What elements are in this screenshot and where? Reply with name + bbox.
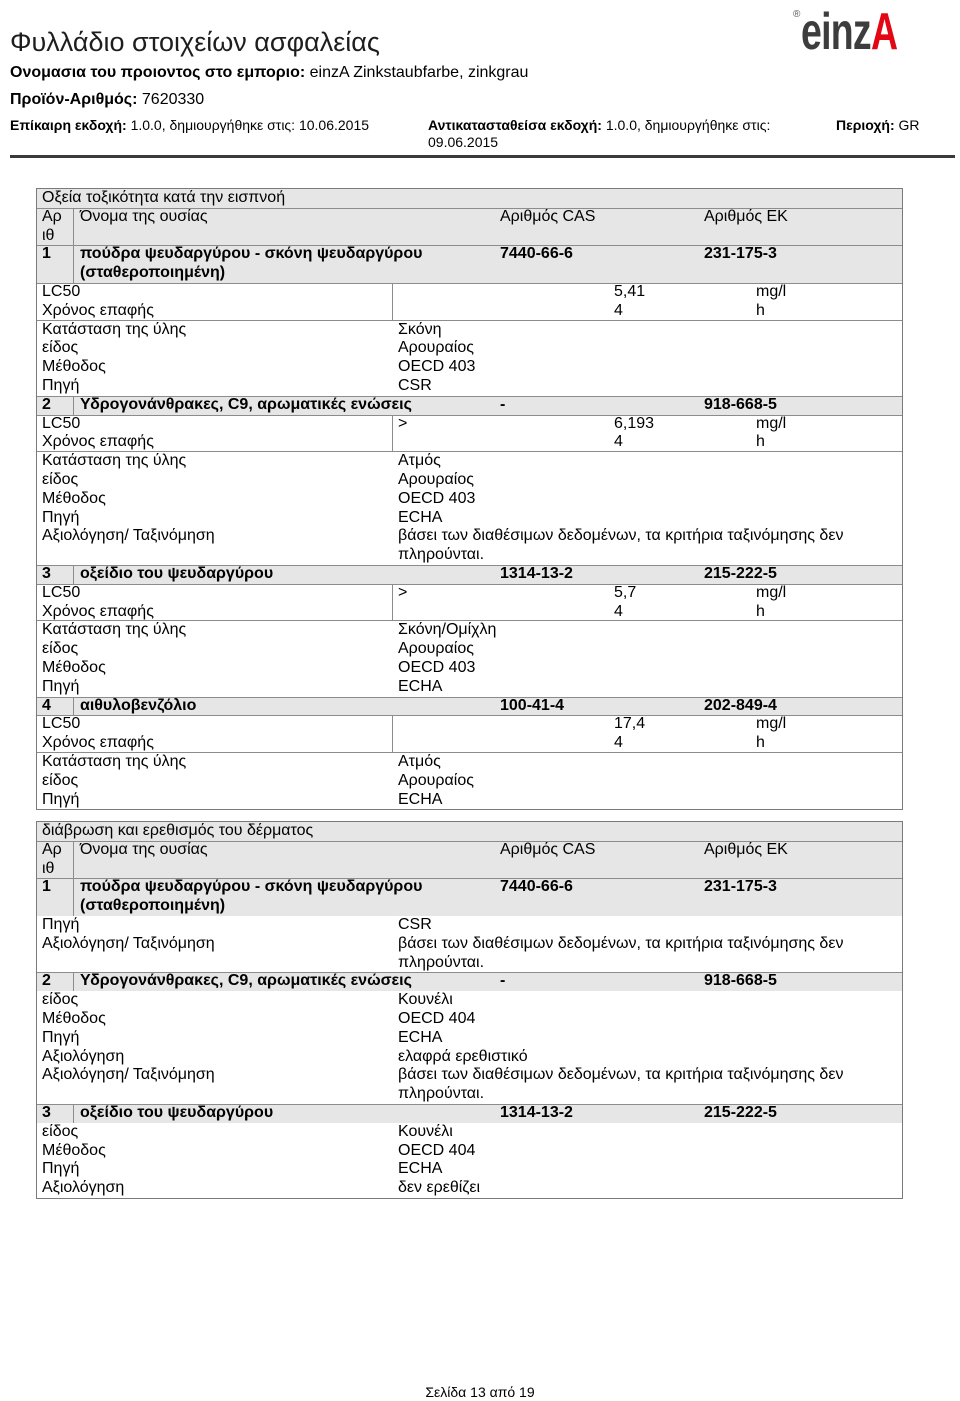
- replaced-version-line: [428, 117, 823, 151]
- substance-name: οξείδιο του ψευδαργύρου: [80, 564, 274, 582]
- lc50-row: [37, 415, 902, 453]
- logo-accent-letter: A: [870, 3, 898, 61]
- property-row: [37, 509, 902, 528]
- property-value: ECHA: [398, 790, 443, 808]
- substance-ec-number: 918-668-5: [704, 395, 777, 413]
- substance-ec-number: 231-175-3: [704, 245, 777, 263]
- lc50-value: 5,7: [614, 583, 637, 601]
- substance-row: [37, 396, 902, 415]
- document-title: Φυλλάδιο στοιχείων ασφαλείας: [10, 27, 380, 57]
- property-value: Κουνέλι: [398, 1122, 453, 1140]
- property-label: Πηγή: [42, 1028, 80, 1046]
- lc50-unit: mg/l: [756, 715, 787, 733]
- exposure-time-unit: h: [756, 301, 765, 319]
- substance-name: Υδρογονάνθρακες, C9, αρωματικές ενώσεις: [80, 972, 412, 990]
- property-row: [37, 916, 902, 935]
- substance-cas-number: -: [500, 972, 506, 990]
- lc50-label-cell: [37, 283, 393, 321]
- lc50-unit: mg/l: [756, 282, 787, 300]
- substance-name: πούδρα ψευδαργύρου - σκόνη ψευδαργύρου (σταθεροποιημένη): [80, 878, 423, 915]
- column-header-cas: Αριθμός CAS: [500, 207, 596, 225]
- substance-cas-number: -: [500, 395, 506, 413]
- lc50-value-cell: [614, 715, 756, 753]
- substance-row: [37, 697, 902, 716]
- property-label: Πηγή: [42, 677, 80, 695]
- lc50-label: LC50: [42, 715, 81, 733]
- property-label: Πηγή: [42, 508, 80, 526]
- lc50-unit: mg/l: [756, 414, 787, 432]
- property-row: [37, 1048, 902, 1067]
- property-value: Αρουραίος: [398, 771, 474, 789]
- column-header-number: Αριθ: [37, 208, 74, 246]
- property-value: OECD 404: [398, 1009, 476, 1027]
- substance-ec-number: 215-222-5: [704, 1103, 777, 1121]
- lc50-label: LC50: [42, 583, 81, 601]
- substance-ec-number: 918-668-5: [704, 972, 777, 990]
- lc50-unit-cell: [756, 715, 902, 753]
- lc50-operator-cell: [393, 715, 614, 753]
- property-label: Μέθοδος: [42, 489, 106, 507]
- lc50-label: LC50: [42, 414, 81, 432]
- exposure-time-label: Χρόνος επαφής: [42, 433, 154, 451]
- exposure-time-label: Χρόνος επαφής: [42, 301, 154, 319]
- property-row: [37, 791, 902, 810]
- property-row: [37, 678, 902, 697]
- logo-text: einz: [801, 3, 871, 61]
- trade-name-line: [10, 64, 528, 82]
- substance-cas-number: 1314-13-2: [500, 564, 573, 582]
- current-version-line: [10, 117, 369, 134]
- property-value: ελαφρά ερεθιστικό: [398, 1047, 528, 1065]
- property-label: Πηγή: [42, 915, 80, 933]
- substance-row: [37, 565, 902, 584]
- column-header-number: Αριθ: [37, 841, 74, 879]
- substance-row: [37, 972, 902, 991]
- substance-number: 4: [37, 697, 74, 716]
- property-row: [37, 621, 902, 640]
- property-label: Αξιολόγηση: [42, 1047, 125, 1065]
- property-value: βάσει των διαθέσιμων δεδομένων, τα κριτήρια ταξινόμησης δεν πληρούνται.: [398, 1066, 844, 1103]
- lc50-operator-cell: [393, 584, 614, 622]
- property-row: [37, 1010, 902, 1029]
- exposure-time-value: 4: [614, 602, 623, 620]
- property-label: είδος: [42, 640, 79, 658]
- property-label: είδος: [42, 1122, 79, 1140]
- property-value: ECHA: [398, 1028, 443, 1046]
- lc50-unit-cell: [756, 415, 902, 453]
- property-row: [37, 358, 902, 377]
- property-label: Πηγή: [42, 376, 80, 394]
- substance-ec-number: 231-175-3: [704, 878, 777, 896]
- property-row: [37, 377, 902, 396]
- property-label: Αξιολόγηση/ Ταξινόμηση: [42, 1066, 215, 1084]
- lc50-unit-cell: [756, 584, 902, 622]
- property-value: Αρουραίος: [398, 640, 474, 658]
- column-header-cas: Αριθμός CAS: [500, 840, 596, 858]
- header-divider: [10, 155, 955, 158]
- lc50-operator-cell: [393, 415, 614, 453]
- column-header-ec: Αριθμός ΕΚ: [704, 207, 788, 225]
- property-row: [37, 772, 902, 791]
- property-label: Κατάσταση της ύλης: [42, 621, 187, 639]
- property-row: [37, 452, 902, 471]
- property-row: [37, 1142, 902, 1161]
- property-row: [37, 1029, 902, 1048]
- property-row: [37, 1123, 902, 1142]
- lc50-value-cell: [614, 415, 756, 453]
- substance-cas-number: 1314-13-2: [500, 1103, 573, 1121]
- property-row: [37, 321, 902, 340]
- lc50-operator: >: [398, 414, 408, 432]
- exposure-time-value: 4: [614, 301, 623, 319]
- substance-number: 1: [37, 245, 74, 283]
- substance-name: αιθυλοβενζόλιο: [80, 696, 197, 714]
- property-row: [37, 490, 902, 509]
- exposure-time-unit: h: [756, 433, 765, 451]
- property-label: Αξιολόγηση: [42, 1179, 125, 1197]
- property-row: [37, 640, 902, 659]
- table-header-row: [37, 841, 902, 879]
- substance-cas-number: 100-41-4: [500, 696, 565, 714]
- lc50-label-cell: [37, 715, 393, 753]
- property-label: Μέθοδος: [42, 1009, 106, 1027]
- lc50-unit: mg/l: [756, 583, 787, 601]
- substance-name: Υδρογονάνθρακες, C9, αρωματικές ενώσεις: [80, 395, 412, 413]
- property-label: Αξιολόγηση/ Ταξινόμηση: [42, 934, 215, 952]
- property-row: [37, 1066, 902, 1104]
- substance-row: [37, 878, 902, 916]
- column-header-substance-name: Όνομα της ουσίας: [80, 840, 208, 858]
- property-row: [37, 471, 902, 490]
- lc50-value: 5,41: [614, 282, 646, 300]
- acute-inhalation-toxicity-table: [37, 189, 902, 809]
- property-label: είδος: [42, 470, 79, 488]
- property-value: δεν ερεθίζει: [398, 1179, 481, 1197]
- lc50-value: 17,4: [614, 715, 646, 733]
- exposure-time-unit: h: [756, 734, 765, 752]
- substance-number: 3: [37, 565, 74, 584]
- substance-cas-number: 7440-66-6: [500, 878, 573, 896]
- lc50-row: [37, 283, 902, 321]
- replaced-version-value: 1.0.0, δημιουργήθηκε στις: 09.06.2015: [428, 117, 771, 150]
- lc50-row: [37, 584, 902, 622]
- property-value: OECD 404: [398, 1141, 476, 1159]
- property-label: Μέθοδος: [42, 358, 106, 376]
- property-value: Κουνέλι: [398, 991, 453, 1009]
- lc50-label-cell: [37, 584, 393, 622]
- property-label: είδος: [42, 339, 79, 357]
- skin-corrosion-irritation-table: [37, 822, 902, 1198]
- property-label: Πηγή: [42, 790, 80, 808]
- exposure-time-unit: h: [756, 602, 765, 620]
- property-label: Αξιολόγηση/ Ταξινόμηση: [42, 527, 215, 545]
- product-number-label: Προϊόν-Αριθμός:: [10, 91, 138, 108]
- replaced-version-label: Αντικατασταθείσα εκδοχή:: [428, 117, 602, 133]
- property-value: Σκόνη: [398, 320, 442, 338]
- property-row: [37, 659, 902, 678]
- table-header-row: [37, 208, 902, 246]
- property-value: ECHA: [398, 677, 443, 695]
- exposure-time-value: 4: [614, 433, 623, 451]
- product-number-line: [10, 91, 204, 109]
- current-version-label: Επίκαιρη εκδοχή:: [10, 117, 127, 133]
- substance-number: 2: [37, 972, 74, 991]
- property-value: ECHA: [398, 1160, 443, 1178]
- substance-name: οξείδιο του ψευδαργύρου: [80, 1103, 274, 1121]
- property-row: [37, 339, 902, 358]
- property-label: Μέθοδος: [42, 658, 106, 676]
- lc50-label-cell: [37, 415, 393, 453]
- property-label: Πηγή: [42, 1160, 80, 1178]
- property-value: OECD 403: [398, 358, 476, 376]
- property-value: Σκόνη/Ομίχλη: [398, 621, 497, 639]
- substance-number: 2: [37, 396, 74, 415]
- property-label: Κατάσταση της ύλης: [42, 320, 187, 338]
- property-row: [37, 935, 902, 973]
- property-label: είδος: [42, 771, 79, 789]
- einza-logo: [801, 3, 898, 61]
- property-row: [37, 991, 902, 1010]
- property-value: Ατμός: [398, 452, 441, 470]
- property-label: Μέθοδος: [42, 1141, 106, 1159]
- property-value: OECD 403: [398, 658, 476, 676]
- substance-name: πούδρα ψευδαργύρου - σκόνη ψευδαργύρου (σταθεροποιημένη): [80, 245, 423, 282]
- lc50-operator: >: [398, 583, 408, 601]
- table-title: διάβρωση και ερεθισμός του δέρματος: [37, 822, 902, 841]
- lc50-value: 6,193: [614, 414, 655, 432]
- lc50-value-cell: [614, 283, 756, 321]
- property-value: CSR: [398, 915, 432, 933]
- substance-number: 1: [37, 878, 74, 916]
- exposure-time-value: 4: [614, 734, 623, 752]
- page-number: Σελίδα 13 από 19: [425, 1384, 535, 1400]
- property-label: Κατάσταση της ύλης: [42, 752, 187, 770]
- property-row: [37, 1179, 902, 1198]
- property-value: Ατμός: [398, 752, 441, 770]
- column-header-substance-name: Όνομα της ουσίας: [80, 207, 208, 225]
- property-row: [37, 527, 902, 565]
- substance-row: [37, 245, 902, 283]
- substance-cas-number: 7440-66-6: [500, 245, 573, 263]
- exposure-time-label: Χρόνος επαφής: [42, 734, 154, 752]
- lc50-label: LC50: [42, 282, 81, 300]
- property-value: βάσει των διαθέσιμων δεδομένων, τα κριτήρια ταξινόμησης δεν πληρούνται.: [398, 934, 844, 971]
- exposure-time-label: Χρόνος επαφής: [42, 602, 154, 620]
- lc50-row: [37, 715, 902, 753]
- property-label: είδος: [42, 991, 79, 1009]
- region-label: Περιοχή:: [836, 117, 895, 133]
- property-value: Αρουραίος: [398, 470, 474, 488]
- property-row: [37, 1160, 902, 1179]
- region-value: GR: [898, 117, 920, 133]
- product-number-value: 7620330: [141, 91, 205, 108]
- trade-name-label: Ονομασια του προιοντος στο εμποριο:: [10, 64, 306, 81]
- property-value: CSR: [398, 376, 432, 394]
- lc50-value-cell: [614, 584, 756, 622]
- current-version-value: 1.0.0, δημιουργήθηκε στις: 10.06.2015: [130, 117, 370, 133]
- property-value: OECD 403: [398, 489, 476, 507]
- logo-registered-mark: ®: [793, 9, 801, 20]
- substance-row: [37, 1104, 902, 1123]
- column-header-ec: Αριθμός ΕΚ: [704, 840, 788, 858]
- trade-name-value: einzA Zinkstaubfarbe, zinkgrau: [309, 64, 529, 81]
- region-line: [836, 117, 920, 134]
- substance-number: 3: [37, 1104, 74, 1123]
- property-value: βάσει των διαθέσιμων δεδομένων, τα κριτήρια ταξινόμησης δεν πληρούνται.: [398, 527, 844, 564]
- substance-ec-number: 202-849-4: [704, 696, 777, 714]
- property-label: Κατάσταση της ύλης: [42, 452, 187, 470]
- property-row: [37, 753, 902, 772]
- table-title: Οξεία τοξικότητα κατά την εισπνοή: [37, 189, 902, 208]
- lc50-operator-cell: [393, 283, 614, 321]
- lc50-unit-cell: [756, 283, 902, 321]
- property-value: Αρουραίος: [398, 339, 474, 357]
- substance-ec-number: 215-222-5: [704, 564, 777, 582]
- property-value: ECHA: [398, 508, 443, 526]
